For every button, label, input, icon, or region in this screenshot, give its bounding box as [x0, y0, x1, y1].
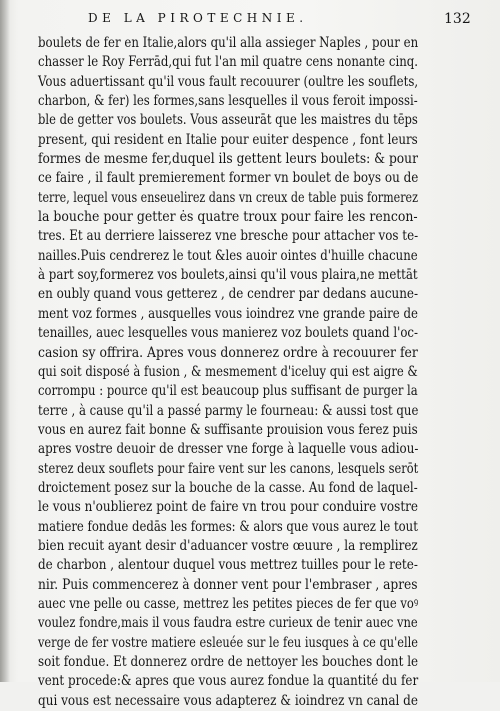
- text-line: corrompu : pource qu'il est beaucoup plus suffisant de purger la: [38, 383, 418, 400]
- text-line: terre, lequel vous enseuelirez dans vn creux de table puis formerez: [38, 189, 418, 206]
- text-line: present, qui resident en Italie pour euiter despence , font leurs: [38, 131, 418, 148]
- text-line: vent procede:& apres que vous aurez fondue la quantité du fer: [38, 673, 419, 690]
- text-line: charbon, & fer) les formes,sans lesquelles il vous feroit impossi-: [38, 93, 418, 110]
- text-line: tenailles, auec lesquelles vous manierez voz boulets quand l'oc-: [38, 325, 418, 342]
- page-number: 132: [444, 11, 471, 27]
- text-line: bien recuit ayant desir d'aduancer vostre œuure , la remplirez: [38, 537, 418, 554]
- text-line: terre , à cause qu'il a passé parmy le fourneau: & aussi tost que: [38, 402, 419, 419]
- page-gutter-shadow: [0, 0, 10, 682]
- text-line: apres vostre deuoir de dresser vne forge à laquelle vous adiou-: [38, 441, 419, 458]
- text-line: chasser le Roy Ferrād,qui fut l'an mil quatre cens nonante cinq.: [38, 54, 419, 71]
- text-line: la bouche pour getter ės quatre troux pour faire les rencon-: [38, 209, 418, 226]
- text-line: Vous aduertissant qu'il vous fault recouurer (oultre les souflets,: [38, 73, 419, 90]
- text-line: droictement posez sur la bouche de la casse. Au fond de laquel-: [38, 479, 418, 496]
- text-line: boulets de fer en Italie,alors qu'il alla assieger Naples , pour en: [38, 35, 419, 51]
- text-line: voulez fondre,mais il vous faudra estre curieux de tenir auec vne: [38, 615, 418, 632]
- text-line: auec vne pelle ou casse, mettrez les petites pieces de fer que voꝰ: [38, 595, 419, 612]
- text-line: ment voz formes , ausquelles vous ioindrez vne grande paire de: [38, 305, 418, 322]
- text-line: nir. Puis commencerez à donner vent pour l'embraser , apres: [38, 576, 418, 593]
- text-line: formes de mesme fer,duquel ils gettent leurs boulets: & pour: [38, 151, 418, 168]
- text-line: vous en aurez fait bonne & suffisante prouision vous ferez puis: [38, 421, 418, 438]
- text-line: ble de getter vos boulets. Vous asseurāt que les maistres du tēps: [38, 112, 418, 129]
- text-line: qui vous est necessaire vous adapterez & ioindrez vn canal de: [38, 692, 418, 709]
- running-title: DE LA PIROTECHNIE.: [88, 11, 308, 25]
- text-line: de charbon , alentour duquel vous mettrez tuilles pour le rete-: [38, 557, 418, 574]
- text-line: soit fondue. Et donnerez ordre de nettoyer les bouches dont le: [38, 654, 419, 670]
- text-line: qui soit disposé à fusion , & mesmement d'iceluy qui est aigre &: [38, 363, 418, 380]
- text-line: matiere fondue dedās les formes: & alors que vous aurez le tout: [38, 518, 418, 535]
- text-line: ce faire , il fault premierement former vn boulet de boys ou de: [38, 170, 419, 187]
- text-line: casion sy offrira. Apres vous donnerez ordre à recouurer fer: [38, 344, 418, 361]
- text-line: sterez deux souflets pour faire vent sur les canons, lesquels serōt: [38, 460, 419, 477]
- body-text: [38, 34, 418, 711]
- text-line: en oubly quand vous getterez , de cendrer par dedans aucune-: [38, 286, 419, 303]
- text-line: le vous n'oublierez point de faire vn trou pour conduire vostre: [38, 499, 419, 516]
- text-line: à part soy,formerez vos boulets,ainsi qu'il vous plaira,ne mettāt: [38, 267, 418, 284]
- text-line: verge de fer vostre matiere esleuée sur le feu iusques à ce qu'elle: [38, 634, 418, 651]
- text-line: tres. Et au derriere laisserez vne bresche pour attacher vos te-: [38, 228, 419, 245]
- text-line: nailles.Puis cendrerez le tout &les auoir ointes d'huille chacune: [38, 247, 418, 264]
